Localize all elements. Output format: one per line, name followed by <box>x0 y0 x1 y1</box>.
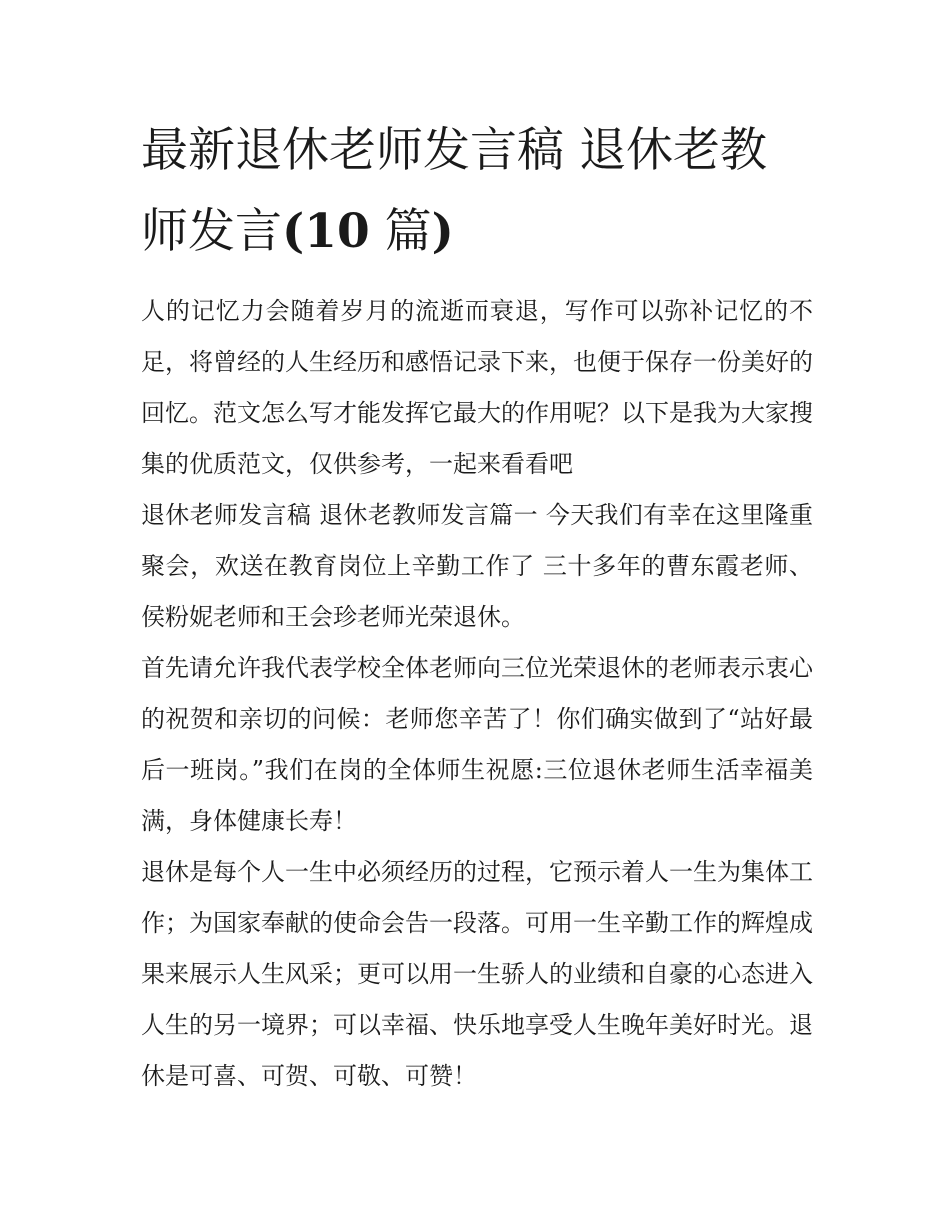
document-title <box>141 110 813 272</box>
paragraph-1: 退休老师发言稿 退休老教师发言篇一 今天我们有幸在这里隆重聚会，欢送在教育岗位上辛勤工作了 三十多年的曹东霞老师、侯粉妮老师和王会珍老师光荣退休。 <box>141 501 813 631</box>
paragraph-intro: 人的记忆力会随着岁月的流逝而衰退，写作可以弥补记忆的不足，将曾经的人生经历和感悟记录下来，也便于保存一份美好的回忆。范文怎么写才能发挥它最大的作用呢？以下是我为大家搜集的优质范文，仅供参考，一起来看看吧 <box>141 297 813 478</box>
document-page <box>141 110 813 1102</box>
title-text-part-3: 篇 <box>369 204 432 259</box>
title-text-part-4: ) <box>431 204 454 259</box>
paragraph-3: 退休是每个人一生中必须经历的过程，它预示着人一生为集体工作；为国家奉献的使命会告一段落。可用一生辛勤工作的辉煌成果来展示人生风采；更可以用一生骄人的业绩和自豪的心态进入人生的另一境界；可以幸福、快乐地享受人生晚年美好时光。退休是可喜、可贺、可敬、可赞！ <box>141 858 813 1090</box>
paragraph-2: 首先请允许我代表学校全体老师向三位光荣退休的老师表示衷心的祝贺和亲切的问候：老师您辛苦了！你们确实做到了“站好最后一班岗。”我们在岗的全体师生祝愿:三位退休老师生活幸福美满，身体健康长寿！ <box>141 654 813 835</box>
title-text-part-1: 最新退休老师发言稿 退休老教师发言 <box>141 123 767 259</box>
title-text-part-2: (10 <box>282 204 370 259</box>
